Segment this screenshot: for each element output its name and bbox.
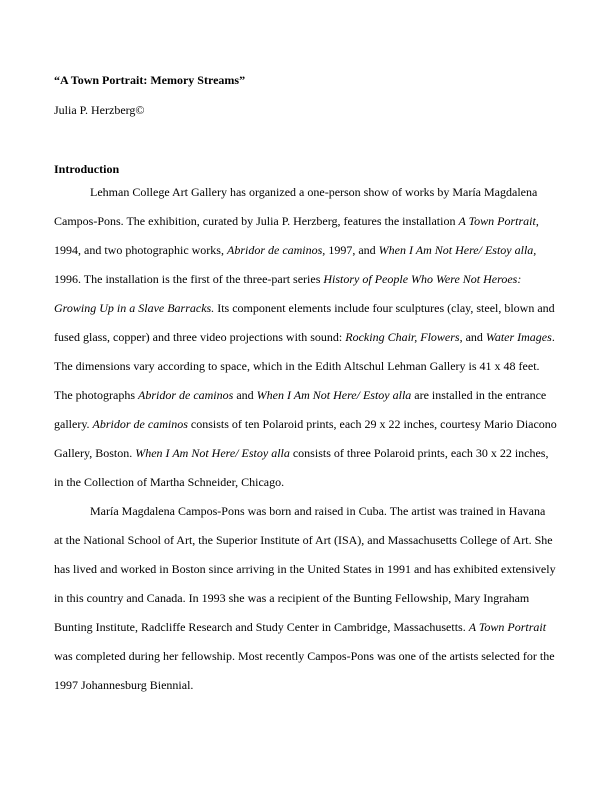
text-run: , [535, 214, 539, 228]
document-body [54, 178, 560, 700]
section-heading: Introduction [54, 162, 120, 176]
paragraph-2 [54, 497, 560, 700]
paragraph-1 [54, 178, 560, 497]
text-run: gallery. [54, 417, 93, 431]
text-run: consists of three Polaroid prints, each 30 x 22 inches, [289, 446, 549, 460]
text-run: Lehman College Art Gallery has organized a one-person show of works by María Magdalena [90, 185, 538, 199]
text-run: fused glass, copper) and three video projections with sound: [54, 330, 346, 344]
text-line [54, 410, 560, 439]
text-line [54, 468, 560, 497]
italic-text: Water Images [485, 330, 552, 344]
document-title: “A Town Portrait: Memory Streams” [54, 73, 246, 87]
text-line [54, 497, 560, 526]
text-run: has lived and worked in Boston since arriving in the United States in 1991 and has exhibited extensively [54, 562, 556, 576]
text-run: María Magdalena Campos-Pons was born and raised in Cuba. The artist was trained in Havana [90, 504, 546, 518]
text-line [54, 381, 560, 410]
text-line [54, 323, 560, 352]
text-run: 1997, and [325, 243, 379, 257]
italic-text: Growing Up in a Slave Barracks. [54, 301, 215, 315]
text-run: was completed during her fellowship. Most recently Campos-Pons was one of the artists selected for the [54, 649, 555, 663]
text-run: Gallery, Boston. [54, 446, 136, 460]
text-line [54, 352, 560, 381]
text-run: Bunting Institute, Radcliffe Research and Study Center in Cambridge, Massachusetts. [54, 620, 469, 634]
text-run: in the Collection of Martha Schneider, Chicago. [54, 475, 285, 489]
text-line [54, 671, 560, 700]
italic-text: History of People Who Were Not Heroes: [323, 272, 522, 286]
text-run: The photographs [54, 388, 138, 402]
text-line [54, 265, 560, 294]
text-run: , and [459, 330, 486, 344]
italic-text: When I Am Not Here/ Estoy alla, [378, 243, 537, 257]
text-line [54, 207, 560, 236]
text-line [54, 526, 560, 555]
text-run: 1994, and two photographic works, [54, 243, 227, 257]
italic-text: Rocking Chair, Flowers [345, 330, 460, 344]
italic-text: A Town Portrait [458, 214, 536, 228]
text-run: consists of ten Polaroid prints, each 29 x 22 inches, courtesy Mario Diacono [187, 417, 557, 431]
text-run: 1997 Johannesburg Biennial. [54, 678, 194, 692]
text-run: The dimensions vary according to space, which in the Edith Altschul Lehman Gallery is 41 x 48 feet. [54, 359, 540, 373]
text-run: . [551, 330, 555, 344]
text-line [54, 584, 560, 613]
italic-text: A Town Portrait [468, 620, 547, 634]
italic-text: When I Am Not Here/ Estoy alla [135, 446, 290, 460]
text-line [54, 236, 560, 265]
text-run: 1996. The installation is the first of the three-part series [54, 272, 324, 286]
italic-text: Abridor de caminos [92, 417, 188, 431]
text-line [54, 642, 560, 671]
text-line [54, 555, 560, 584]
text-run: at the National School of Art, the Superior Institute of Art (ISA), and Massachusetts College of Art. She [54, 533, 553, 547]
text-line [54, 613, 560, 642]
text-run: Its component elements include four sculptures (clay, steel, blown and [214, 301, 555, 315]
text-line [54, 439, 560, 468]
document-author: Julia P. Herzberg© [54, 103, 145, 117]
text-run: and [233, 388, 257, 402]
text-run: in this country and Canada. In 1993 she was a recipient of the Bunting Fellowship, Mary Ingraham [54, 591, 530, 605]
text-run: are installed in the entrance [411, 388, 547, 402]
italic-text: When I Am Not Here/ Estoy alla [256, 388, 412, 402]
text-line [54, 294, 560, 323]
text-run: Campos-Pons. The exhibition, curated by Julia P. Herzberg, features the installation [54, 214, 459, 228]
italic-text: Abridor de caminos [137, 388, 234, 402]
text-line [54, 178, 560, 207]
italic-text: Abridor de caminos, [226, 243, 326, 257]
